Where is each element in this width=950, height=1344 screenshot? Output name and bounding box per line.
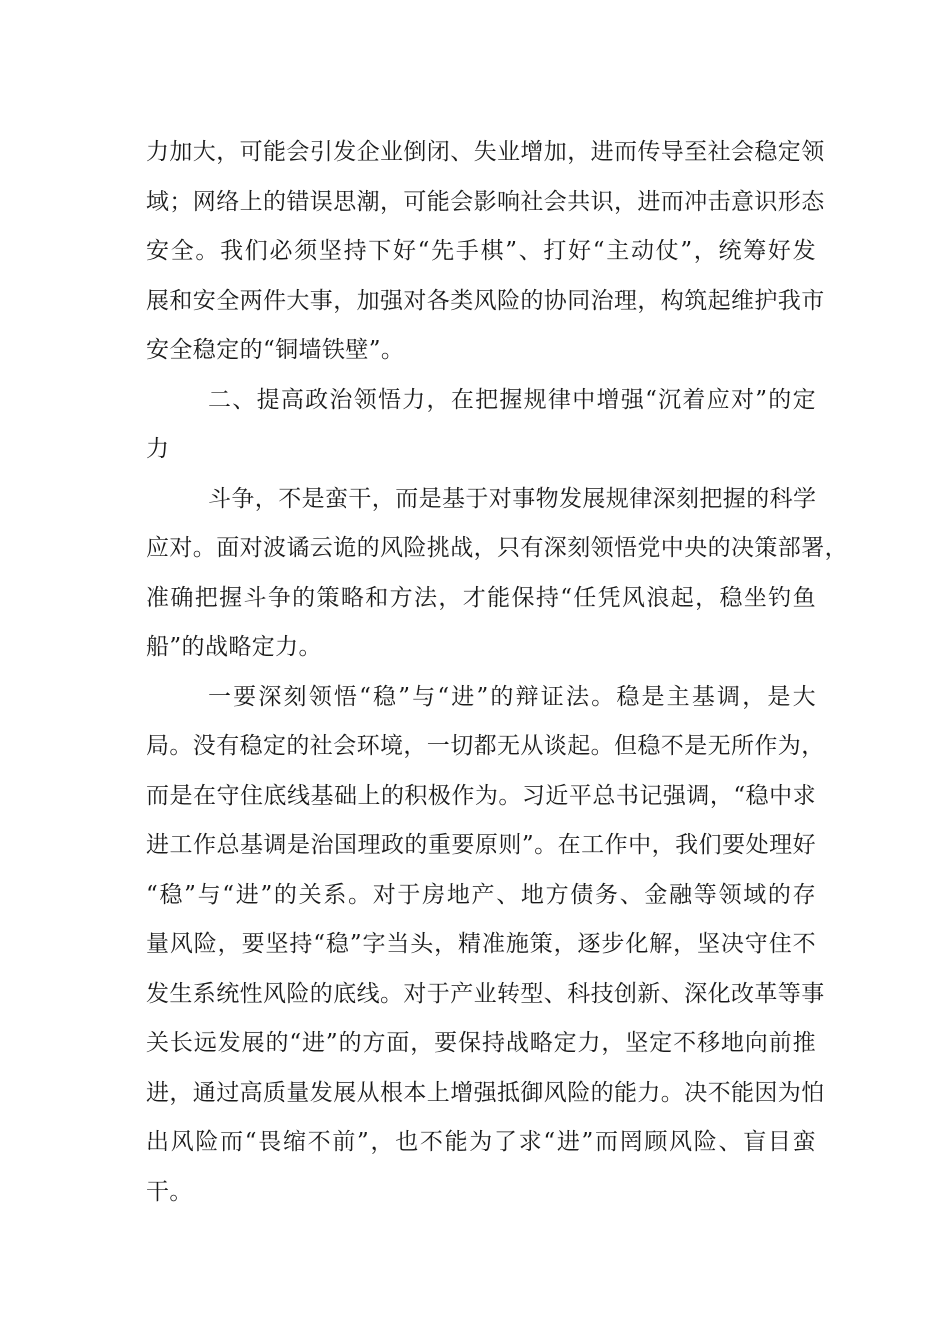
text-line: 关长远发展的“进”的方面，要保持战略定力，坚定不移地向前推 [146, 1030, 816, 1056]
text-line: “稳”与“进”的关系。对于房地产、地方债务、金融等领域的存 [146, 881, 816, 908]
text-line: 安全。我们必须坚持下好“先手棋”、打好“主动仗”，统筹好发 [146, 238, 816, 264]
paragraph-stability-progress [146, 673, 825, 1218]
text-line: 安全稳定的“铜墙铁壁”。 [146, 337, 405, 363]
text-line: 应对。面对波谲云诡的风险挑战，只有深刻领悟党中央的决策部署， [146, 535, 848, 561]
text-line: 进工作总基调是治国理政的重要原则”。在工作中，我们要处理好 [146, 832, 816, 858]
paragraph-struggle [146, 475, 848, 673]
paragraph-continued [146, 128, 825, 376]
text-line: 斗争，不是蛮干，而是基于对事物发展规律深刻把握的科学 [208, 485, 817, 512]
text-line: 力加大，可能会引发企业倒闭、失业增加，进而传导至社会稳定领 [146, 139, 825, 165]
text-line: 干。 [146, 1178, 193, 1205]
text-line: 进，通过高质量发展从根本上增强抵御风险的能力。决不能因为怕 [146, 1079, 825, 1106]
text-line: 量风险，要坚持“稳”字当头，精准施策，逐步化解，坚决守住不 [146, 931, 816, 957]
text-line: 一要深刻领悟“稳”与“进”的辩证法。稳是主基调，是大 [208, 683, 816, 710]
text-line: 准确把握斗争的策略和方法，才能保持“任凭风浪起，稳坐钓鱼 [146, 584, 816, 611]
text-line: 而是在守住底线基础上的积极作为。习近平总书记强调，“稳中求 [146, 782, 816, 809]
text-line: 出风险而“畏缩不前”，也不能为了求“进”而罔顾风险、盲目蛮 [146, 1129, 816, 1155]
heading-line: 二、提高政治领悟力，在把握规律中增强“沉着应对”的定 [208, 386, 816, 413]
text-line: 局。没有稳定的社会环境，一切都无从谈起。但稳不是无所作为， [146, 733, 825, 759]
section-heading [146, 376, 816, 475]
text-line: 展和安全两件大事，加强对各类风险的协同治理，构筑起维护我市 [146, 287, 825, 314]
text-line: 域；网络上的错误思潮，可能会影响社会共识，进而冲击意识形态 [146, 188, 825, 215]
document-body [146, 128, 848, 1217]
text-line: 船”的战略定力。 [146, 634, 322, 660]
text-line: 发生系统性风险的底线。对于产业转型、科技创新、深化改革等事 [146, 980, 825, 1007]
heading-line: 力 [146, 436, 170, 462]
